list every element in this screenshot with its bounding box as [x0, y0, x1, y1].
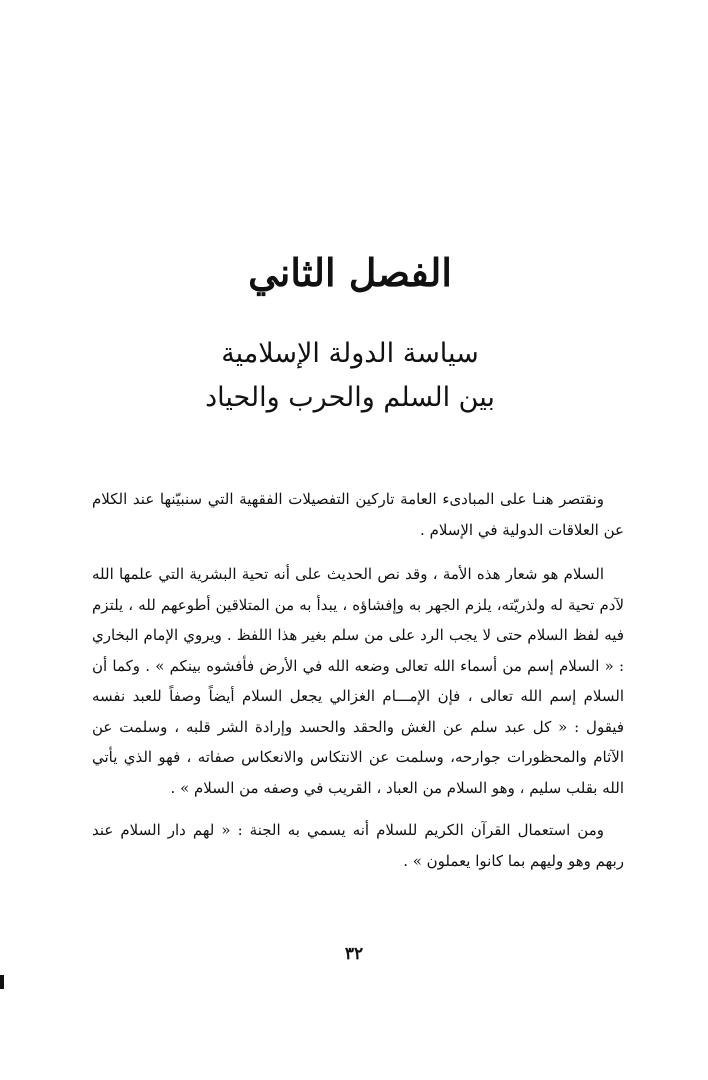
- scan-edge-mark: [0, 975, 4, 989]
- paragraph-1: ونقتصر هنـا على المبادىء العامة تاركين التفصيلات الفقهية التي سنبيّنها عند الكلام عن العلاقات الدولية في الإسلام .: [92, 490, 624, 539]
- page-number: ٣٢: [344, 944, 364, 964]
- chapter-title: الفصل الثاني: [248, 250, 452, 295]
- paragraph-2: السلام هو شعار هذه الأمة ، وقد نص الحديث على أنه تحية البشرية التي علمها الله لآدم تحية له ولذريّته، يلزم الجهر به وإفشاؤه ، يبدأ به من المتلاقين أطوعهم لله ، يلتزم فيه لفظ السلام حتى لا يجب الرد على من سلم بغير هذا اللفظ . ويروي الإمام البخاري : « السلام إسم من أسماء الله تعالى وضعه الله في الأرض فأفشوه بينكم » . وكما أن السلام إسم الله تعالى ، فإن الإمـــام الغزالي يجعل السلام أيضاً وصفاً للعبد نفسه فيقول : « كل عبد سلم عن الغش والحقد والحسد وإرادة الشر قلبه ، وسلمت عن الآثام والمحظورات جوارحه، وسلمت عن الانتكاس والانعكاس صفاته ، فهو الذي يأتي الله بقلب سليم ، وهو السلام من العباد ، القريب في وصفه من السلام » .: [92, 565, 624, 797]
- chapter-subtitle-line-1: سياسة الدولة الإسلامية: [221, 338, 479, 369]
- chapter-subtitle-line-2: بين السلم والحرب والحياد: [205, 382, 495, 413]
- body-text: [92, 484, 624, 876]
- paragraph-3: ومن استعمال القرآن الكريم للسلام أنه يسمي به الجنة : « لهم دار السلام عند ربهم وهو وليهم بما كانوا يعملون » .: [92, 821, 624, 870]
